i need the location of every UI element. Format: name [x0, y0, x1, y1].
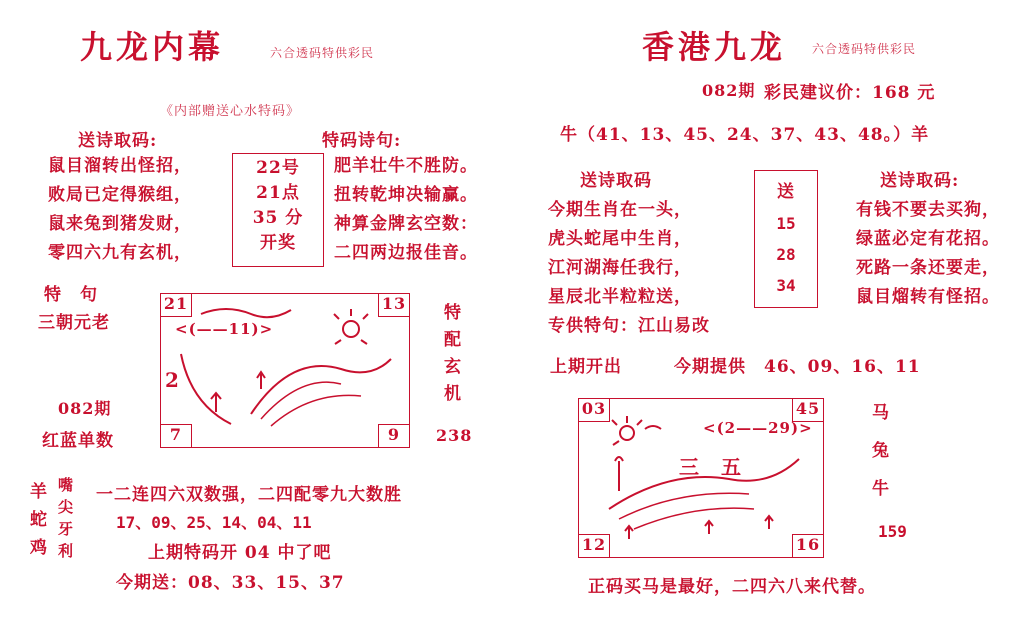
sun-icon: [620, 426, 634, 440]
special-phrase: 三朝元老: [38, 313, 110, 333]
draw-line: 21点: [256, 183, 300, 203]
send-box: [754, 170, 818, 308]
zodiac-column-a: [30, 478, 48, 562]
zodiac-char: 蛇: [30, 510, 48, 530]
corner-num: 03: [579, 399, 610, 422]
poem-line: 鼠来兔到猪发财，: [48, 214, 192, 234]
right-last-open: 上期开出: [550, 357, 622, 377]
draw-line: 35 分: [252, 208, 304, 228]
corner-num: 21: [161, 294, 192, 317]
zodiac-char: 牙: [58, 520, 75, 538]
right-subtitle: 六合透码特供彩民: [812, 42, 917, 56]
pic-side-num: 2: [165, 368, 180, 392]
right-special-phrase: 专供特句：江山易改: [548, 316, 710, 336]
sun-rays: [334, 309, 368, 344]
right-issue: 082期: [702, 81, 756, 100]
right-poem-right: [856, 196, 1000, 312]
left-poem: [48, 152, 192, 268]
left-numbers: 17、09、25、14、04、11: [116, 513, 312, 532]
zodiac-char: 牛: [872, 479, 890, 499]
left-last-issue: 上期特码开 04 中了吧: [148, 543, 332, 563]
vertical-char: 玄: [444, 357, 462, 377]
left-issue-hint: 红蓝单数: [42, 431, 114, 451]
poem-line: 虎头蛇尾中生肖，: [548, 229, 692, 249]
vertical-char: 特: [444, 303, 462, 323]
vertical-number: 238: [436, 426, 473, 445]
left-puzzle-picture: [160, 293, 410, 448]
send-number: 15: [776, 214, 796, 233]
left-issue: 082期: [58, 399, 112, 418]
pic-arrow-text: <(——11)>: [175, 320, 274, 338]
special-poem-line: 扭转乾坤决输赢。: [334, 185, 478, 205]
special-poem-line: 肥羊壮牛不胜防。: [334, 156, 478, 176]
left-today: 今期送：08、33、15、37: [116, 573, 345, 593]
send-number: 34: [776, 276, 796, 295]
hill-stroke: [251, 359, 391, 414]
vertical-char: 机: [444, 384, 462, 404]
right-title: 香港九龙: [642, 28, 787, 66]
left-inner-note: 《内部赠送心水特码》: [160, 104, 301, 119]
right-poem-label-right: 送诗取码:: [880, 171, 960, 191]
zodiac-char: 利: [58, 542, 75, 560]
right-puzzle-picture: [578, 398, 824, 558]
corner-num: 13: [378, 294, 409, 317]
draw-line: 22号: [256, 158, 300, 178]
left-subtitle: 六合透码特供彩民: [270, 46, 375, 60]
left-poem-label: 送诗取码:: [78, 131, 158, 151]
grass-stroke: [625, 516, 773, 539]
hill-stroke: [261, 382, 361, 426]
right-side-zodiac: [872, 394, 890, 508]
pic-chars: 三 五: [679, 455, 742, 479]
special-poem-line: 神算金牌玄空数：: [334, 214, 478, 234]
poem-line: 鼠目熘转有怪招。: [856, 287, 1000, 307]
send-char: 送: [777, 182, 795, 202]
poem-line: 星辰北半粒粒送，: [548, 287, 692, 307]
zodiac-column-b: [58, 474, 74, 562]
curve-stroke: [181, 354, 231, 424]
corner-num: 9: [378, 424, 409, 447]
pic-arrow-text: <(2——29)>: [703, 419, 813, 437]
special-poem-line: 二四两边报佳音。: [334, 243, 478, 263]
left-special-poem-label: 特码诗句:: [322, 131, 402, 151]
vertical-label: [444, 300, 462, 408]
right-poem-left: [548, 196, 710, 341]
cloud-stroke: [645, 426, 661, 429]
hill-stroke: [609, 459, 799, 509]
corner-num: 12: [579, 534, 610, 557]
vertical-char: 配: [444, 330, 462, 350]
poem-line: 绿蓝必定有花招。: [856, 229, 1000, 249]
right-today-offer: 今期提供 46、09、16、11: [674, 357, 921, 377]
zodiac-char: 羊: [30, 482, 48, 502]
corner-num: 45: [792, 399, 823, 422]
draw-time-box: [232, 153, 324, 267]
poem-line: 有钱不要去买狗，: [856, 200, 1000, 220]
poem-line: 死路一条还要走，: [856, 258, 1000, 278]
draw-line: 开奖: [260, 233, 296, 253]
right-side-number: 159: [878, 522, 907, 541]
left-slogan: 一二连四六双数强，二四配零九大数胜: [96, 485, 402, 505]
right-poem-label-left: 送诗取码: [580, 171, 652, 191]
zodiac-char: 鸡: [30, 538, 48, 558]
right-footer: 正码买马是最好，二四六八来代替。: [588, 577, 876, 597]
send-number: 28: [776, 245, 796, 264]
hill-stroke: [619, 493, 754, 529]
special-phrase-label: 特 句: [44, 285, 98, 305]
poem-line: 江河湖海任我行，: [548, 258, 692, 278]
left-title: 九龙内幕: [80, 28, 225, 66]
poem-line: 败局已定得猴组，: [48, 185, 192, 205]
flower-stroke: [615, 457, 623, 491]
corner-num: 16: [792, 534, 823, 557]
sketch-drawing: [579, 399, 823, 557]
poem-line: 鼠目溜转出怪招，: [48, 156, 192, 176]
poem-line: 零四六九有玄机，: [48, 243, 192, 263]
zodiac-char: 尖: [58, 498, 75, 516]
sketch-drawing: [161, 294, 409, 447]
zodiac-char: 马: [872, 403, 890, 423]
zodiac-char: 嘴: [58, 476, 75, 494]
corner-num: 7: [161, 424, 192, 447]
right-zodiac-line: 牛（41、13、45、24、37、43、48。）羊: [560, 125, 930, 145]
right-price: 彩民建议价：168 元: [764, 83, 936, 103]
sun-icon: [343, 321, 359, 337]
cloud-stroke: [201, 309, 291, 317]
zodiac-char: 兔: [872, 441, 890, 461]
poem-line: 今期生肖在一头，: [548, 200, 692, 220]
left-special-poem: [334, 152, 478, 268]
